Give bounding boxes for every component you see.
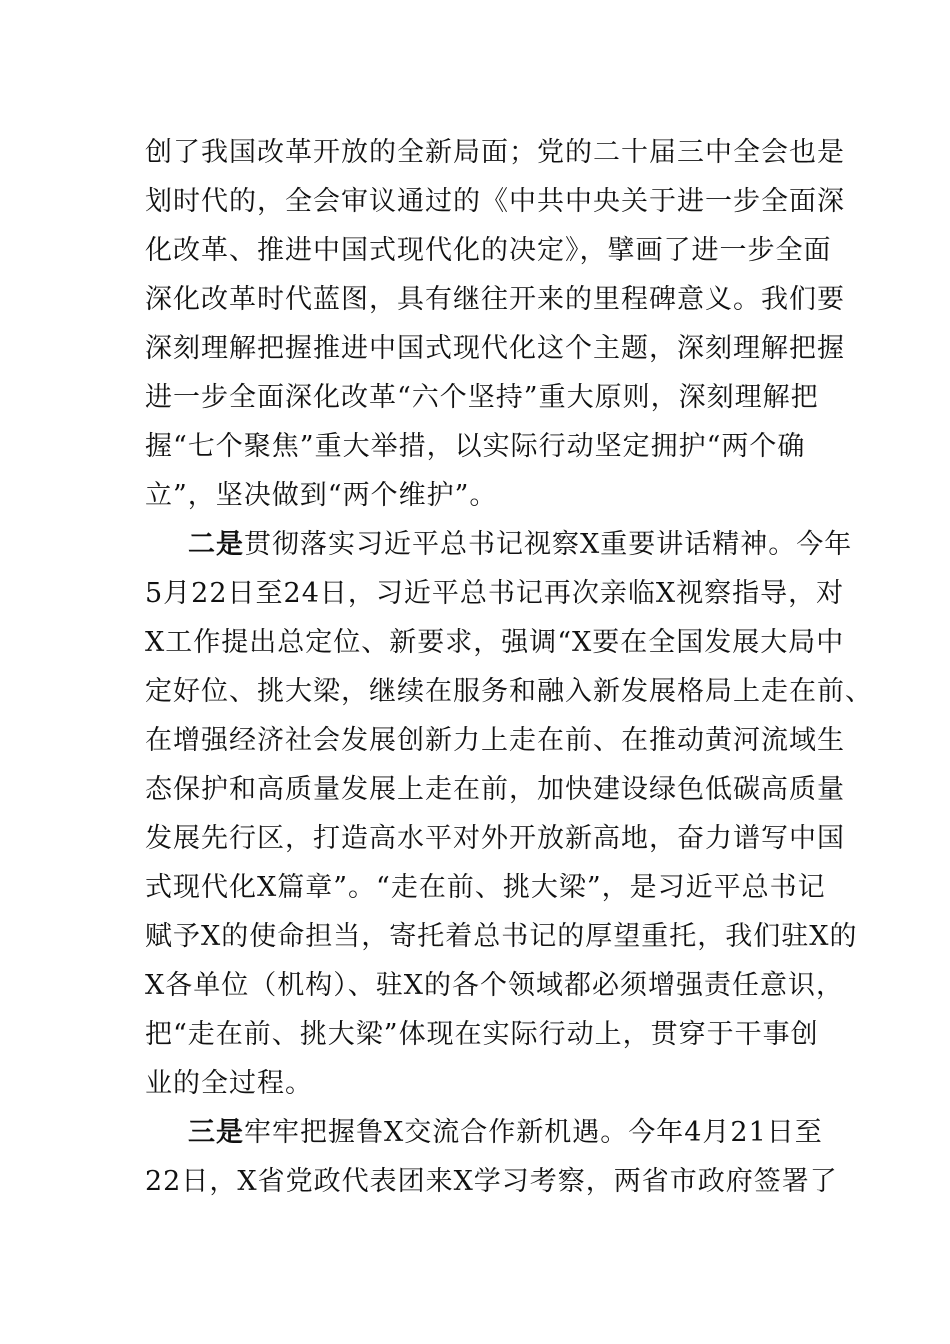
text-line: 5月22日至24日，习近平总书记再次亲临X视察指导，对 <box>145 578 845 609</box>
paragraph-3-text: 牢牢把握鲁X交流合作新机遇。今年4月21日至 <box>244 1117 823 1148</box>
text-line: 22日，X省党政代表团来X学习考察，两省市政府签署了 <box>145 1166 838 1197</box>
text-line: 在增强经济社会发展创新力上走在前、在推动黄河流域生 <box>145 725 845 756</box>
text-line: 创了我国改革开放的全新局面；党的二十届三中全会也是 <box>145 137 845 168</box>
paragraph-2-lead: 二是 <box>188 529 244 560</box>
text-line: 定好位、挑大梁，继续在服务和融入新发展格局上走在前、 <box>145 676 873 707</box>
text-line: 业的全过程。 <box>145 1068 313 1099</box>
text-line: 态保护和高质量发展上走在前，加快建设绿色低碳高质量 <box>145 774 845 805</box>
text-line: X工作提出总定位、新要求，强调“X要在全国发展大局中 <box>145 627 845 658</box>
text-line: 划时代的，全会审议通过的《中共中央关于进一步全面深 <box>145 186 845 217</box>
text-line: 立”，坚决做到“两个维护”。 <box>145 480 498 511</box>
paragraph-3-first-line <box>188 1113 823 1153</box>
paragraph-2-first-line <box>188 525 852 565</box>
paragraph-3-lead: 三是 <box>188 1117 244 1148</box>
paragraph-2-text: 贯彻落实习近平总书记视察X重要讲话精神。今年 <box>244 529 853 560</box>
text-line: X各单位（机构）、驻X的各个领域都必须增强责任意识， <box>145 970 844 1001</box>
text-line: 深化改革时代蓝图，具有继往开来的里程碑意义。我们要 <box>145 284 845 315</box>
text-line: 握“七个聚焦”重大举措，以实际行动坚定拥护“两个确 <box>145 431 806 462</box>
text-line: 式现代化X篇章”。“走在前、挑大梁”，是习近平总书记 <box>145 872 826 903</box>
text-line: 把“走在前、挑大梁”体现在实际行动上，贯穿于干事创 <box>145 1019 819 1050</box>
text-line: 发展先行区，打造高水平对外开放新高地，奋力谱写中国 <box>145 823 845 854</box>
text-line: 化改革、推进中国式现代化的决定》，擘画了进一步全面 <box>145 235 832 266</box>
text-line: 赋予X的使命担当，寄托着总书记的厚望重托，我们驻X的 <box>145 921 858 952</box>
text-line: 进一步全面深化改革“六个坚持”重大原则，深刻理解把 <box>145 382 819 413</box>
text-line: 深刻理解把握推进中国式现代化这个主题，深刻理解把握 <box>145 333 845 364</box>
